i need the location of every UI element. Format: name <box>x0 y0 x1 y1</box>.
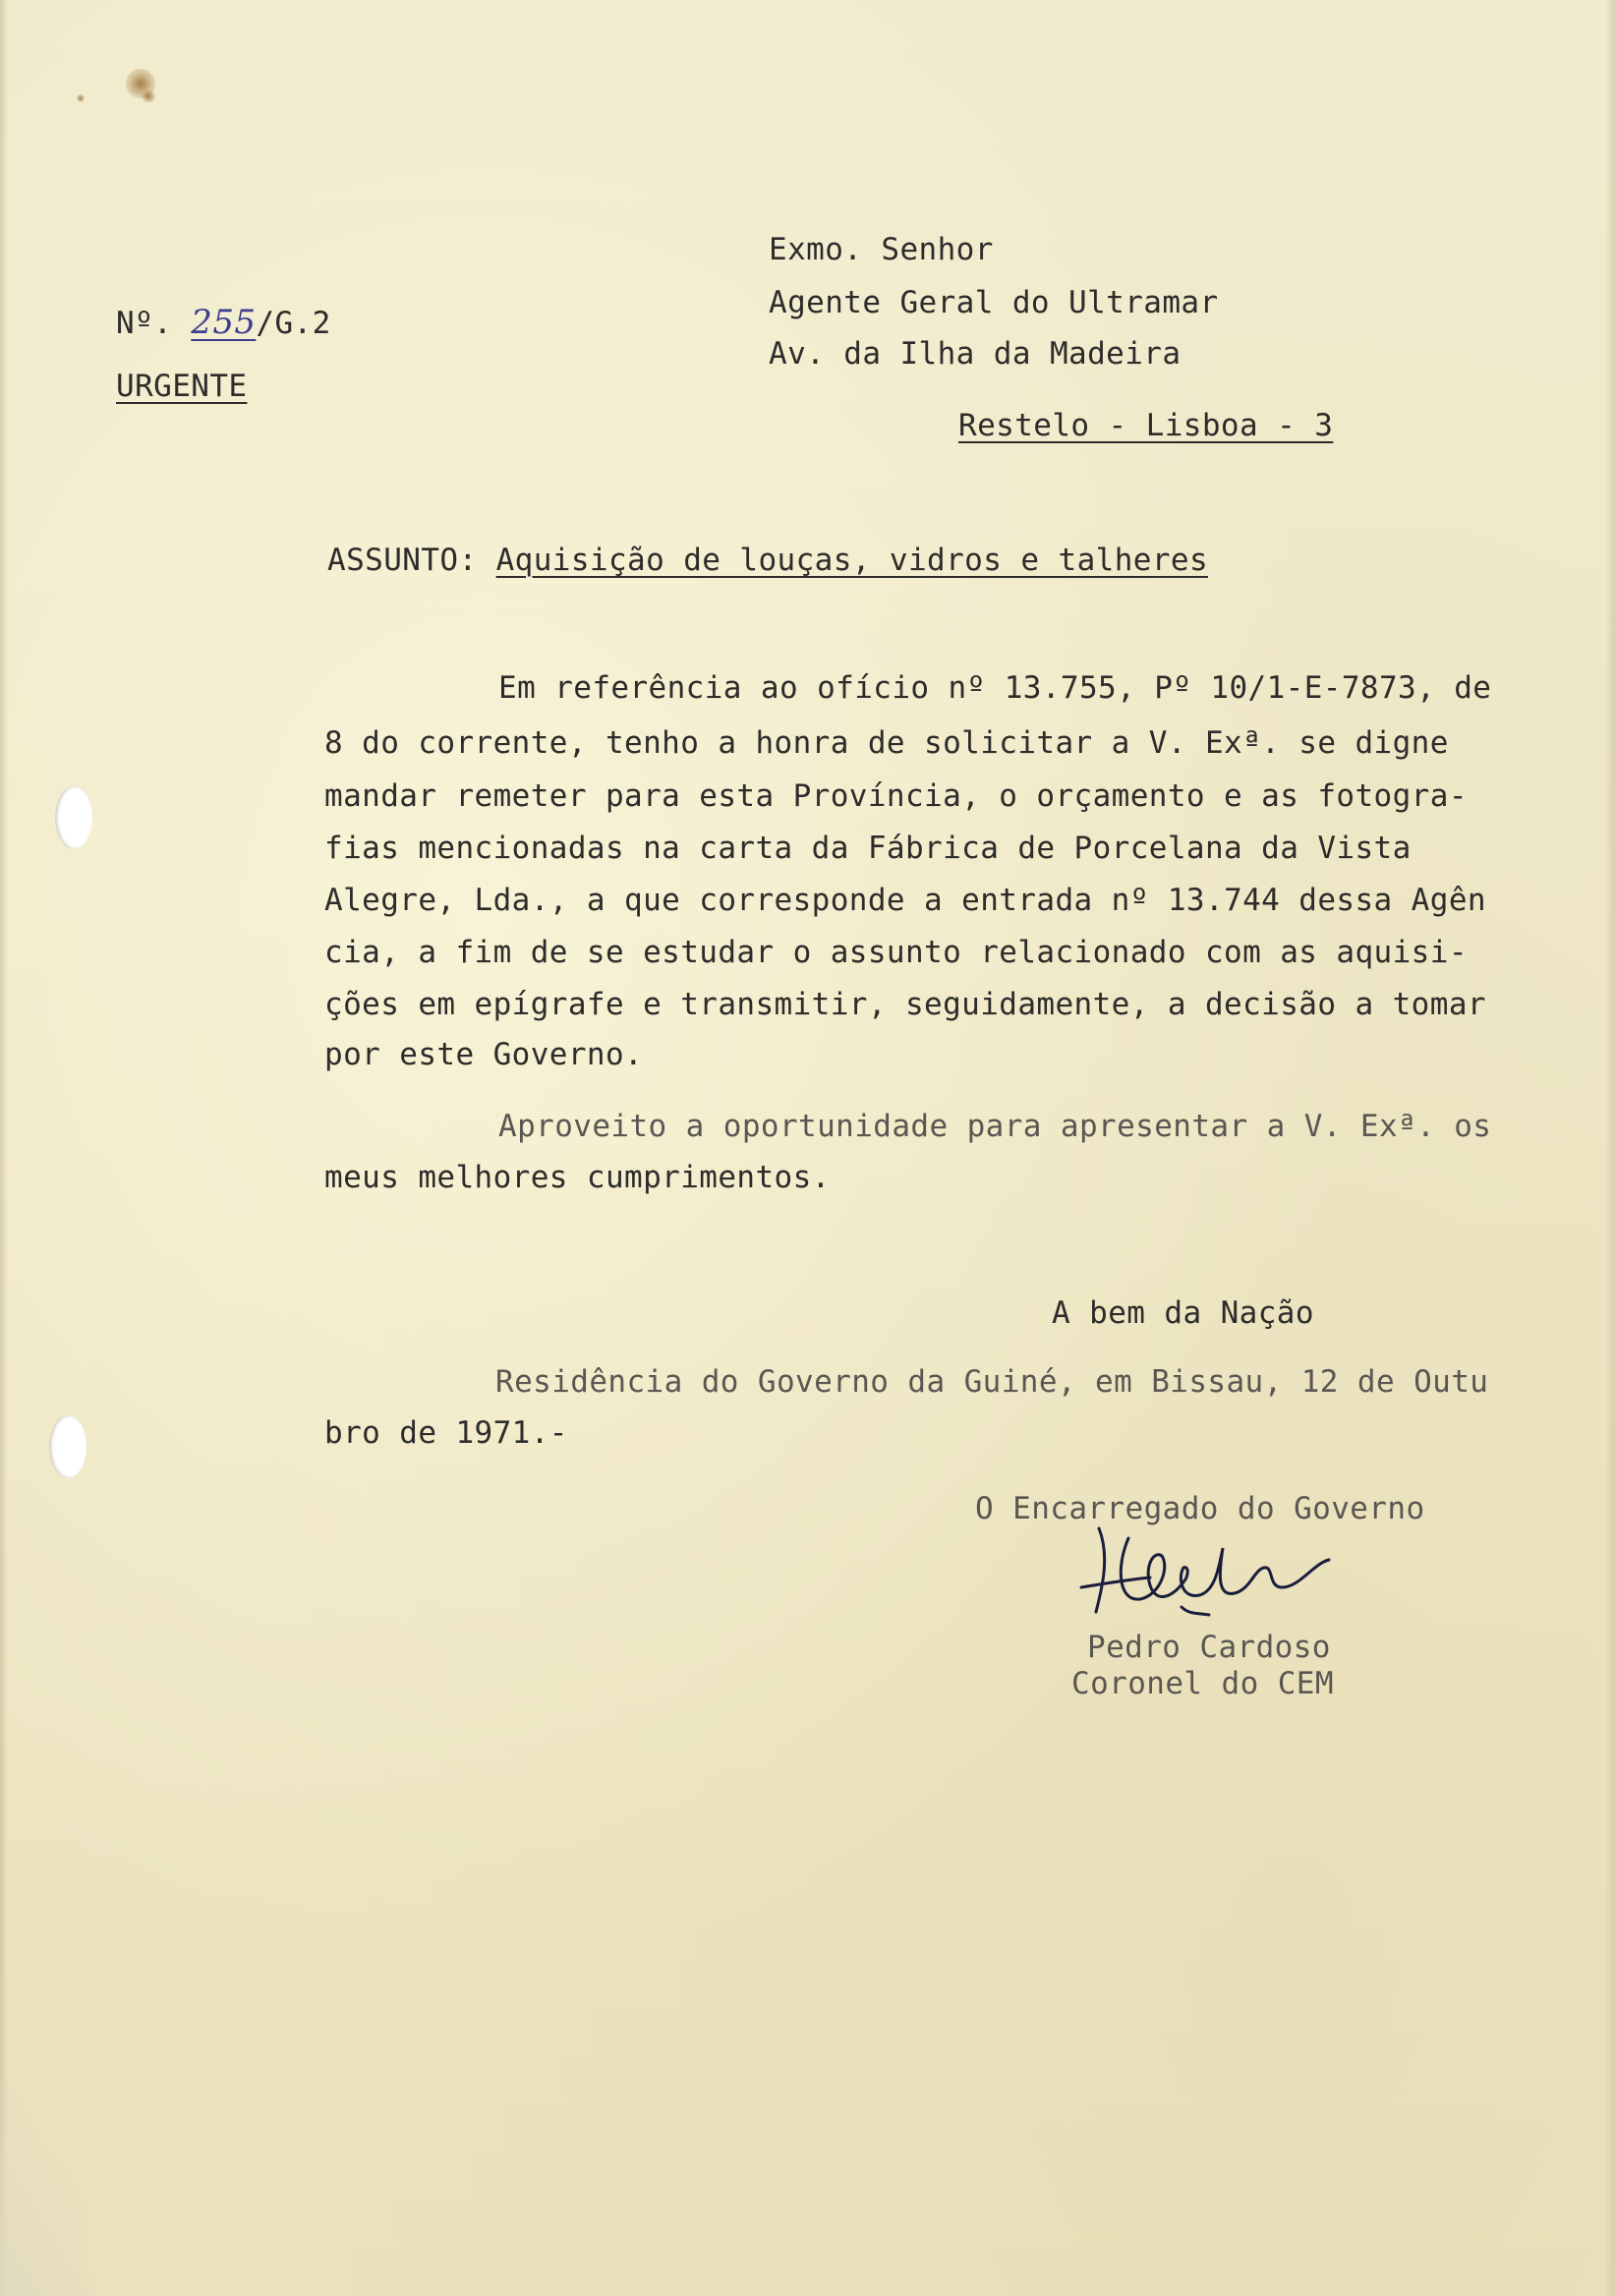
paper-left-edge <box>0 0 8 2296</box>
body-line: Aproveito a oportunidade para apresentar a V. Exª. os <box>498 1109 1492 1144</box>
body-line: Em referência ao ofício nº 13.755, Pº 10/1-E-7873, de <box>498 670 1492 706</box>
addressee-title: Agente Geral do Ultramar <box>769 285 1219 320</box>
place-date-line: bro de 1971.- <box>324 1415 568 1451</box>
closing-salutation: A bem da Nação <box>1052 1295 1314 1331</box>
punch-hole-upper <box>55 786 92 849</box>
handwritten-reference-number: 255 <box>191 303 257 342</box>
punch-hole-lower <box>49 1415 87 1478</box>
body-line: meus melhores cumprimentos. <box>324 1160 831 1195</box>
reference-number <box>116 305 331 341</box>
addressee-city: Restelo - Lisboa - 3 <box>958 408 1334 443</box>
body-line: mandar remeter para esta Província, o orçamento e as fotogra- <box>324 778 1468 814</box>
body-line: cia, a fim de se estudar o assunto relacionado com as aquisi- <box>324 935 1468 970</box>
subject-text: Aquisição de louças, vidros e talheres <box>495 543 1209 578</box>
body-line: fias mencionadas na carta da Fábrica de Porcelana da Vista <box>324 831 1412 866</box>
addressee-street: Av. da Ilha da Madeira <box>769 336 1182 372</box>
rust-stain-small <box>142 90 155 102</box>
signatory-rank: Coronel do CEM <box>1071 1666 1334 1701</box>
signatory-title: O Encarregado do Governo <box>975 1491 1425 1526</box>
paper-corner-fold <box>0 2040 88 2296</box>
handwritten-signature <box>1071 1509 1396 1636</box>
rust-stain-dot <box>77 94 85 102</box>
reference-suffix: /G.2 <box>256 306 331 341</box>
urgency-label: URGENTE <box>116 369 248 404</box>
signatory-name: Pedro Cardoso <box>1087 1630 1331 1665</box>
subject-label: ASSUNTO: <box>327 543 478 578</box>
place-date-line: Residência do Governo da Guiné, em Bissau, 12 de Outu <box>495 1364 1489 1400</box>
paper-right-edge <box>1605 0 1615 2296</box>
body-line: Alegre, Lda., a que corresponde a entrada nº 13.744 dessa Agên <box>324 883 1486 918</box>
reference-prefix: Nº. <box>116 306 173 341</box>
body-line: 8 do corrente, tenho a honra de solicitar a V. Exª. se digne <box>324 725 1449 761</box>
addressee-salutation: Exmo. Senhor <box>769 232 994 267</box>
subject-line <box>327 543 1208 578</box>
body-line: ções em epígrafe e transmitir, seguidamente, a decisão a tomar <box>324 987 1486 1022</box>
body-line: por este Governo. <box>324 1037 644 1072</box>
